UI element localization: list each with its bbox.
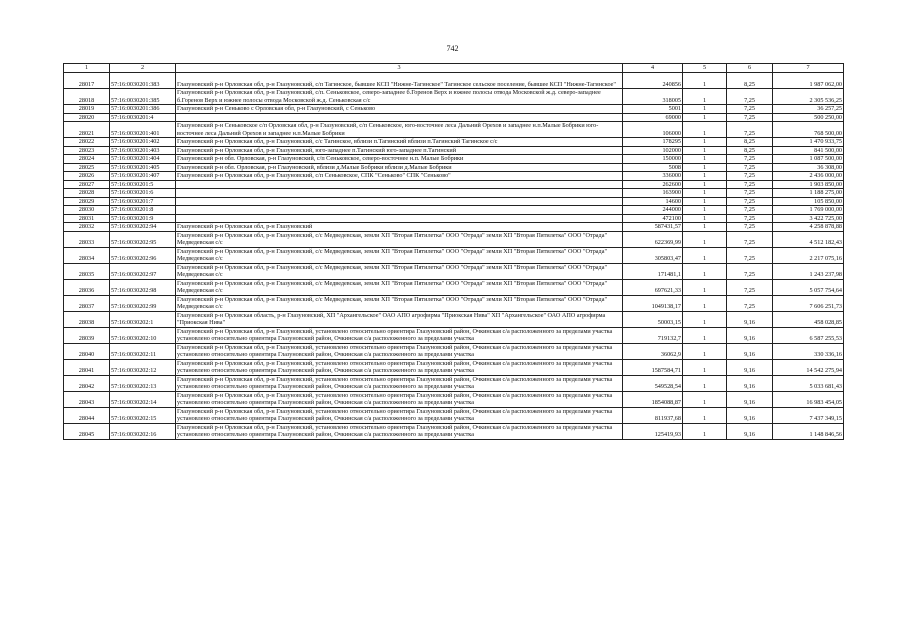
area-value: 14600 <box>623 197 683 206</box>
cadastral-value: 1 903 850,00 <box>773 180 844 189</box>
rate-value: 9,16 <box>727 391 773 407</box>
cadastral-value: 14 542 275,94 <box>773 359 844 375</box>
column-header: 6 <box>727 64 773 73</box>
cadastral-number: 57:16:0030201:6 <box>110 189 176 198</box>
address-description: Глазуновский р-н Орловская обл, р-н Глазуновский, с/п. Сеньковское, северо-западнее б.Горенов Верх и южнее полосы отвода Московской ж.д. северо-западнее б.Горенов Верх и южнее полосы отвода Московской ж.д. Сеньковская с/с <box>176 89 623 105</box>
cadastral-value: 4 512 182,43 <box>773 231 844 247</box>
area-value: 5001 <box>623 105 683 114</box>
cadastral-number: 57:16:0030202:95 <box>110 231 176 247</box>
cadastral-value: 7 437 349,15 <box>773 407 844 423</box>
area-value: 150000 <box>623 155 683 164</box>
rate-value: 7,25 <box>727 105 773 114</box>
area-value: 318005 <box>623 89 683 105</box>
column-header: 3 <box>176 64 623 73</box>
cadastral-value: 500 250,00 <box>773 113 844 122</box>
page-number: 742 <box>446 44 459 53</box>
address-description <box>176 180 623 189</box>
cadastral-number: 57:16:0030202:1 <box>110 311 176 327</box>
count-value: 1 <box>683 214 727 223</box>
cadastral-number: 57:16:0030202:10 <box>110 327 176 343</box>
cadastral-value: 768 500,00 <box>773 122 844 138</box>
table-row <box>64 311 844 327</box>
row-number: 28037 <box>64 295 110 311</box>
count-value: 1 <box>683 375 727 391</box>
row-number: 28022 <box>64 138 110 147</box>
rate-value: 8,25 <box>727 146 773 155</box>
row-number: 28035 <box>64 263 110 279</box>
table-row <box>64 214 844 223</box>
area-value: 171481,1 <box>623 263 683 279</box>
address-description: Глазуновский р-н Орловская обл, р-н Глазуновский <box>176 223 623 232</box>
rate-value: 7,25 <box>727 172 773 181</box>
address-description: Глазуновский р-н Орловская обл, р-н Глазуновский, с/с Медведевская, земли ХП "Вторая Пятилетка" ООО "Отрада" земли ХП "Вторая Пятилетка" ООО "Отрада" Медведевская с/с <box>176 247 623 263</box>
cadastral-number: 57:16:0030201:405 <box>110 163 176 172</box>
count-value: 1 <box>683 327 727 343</box>
table-row <box>64 197 844 206</box>
row-number: 28019 <box>64 105 110 114</box>
cadastral-value: 1 148 846,56 <box>773 423 844 439</box>
address-description: Глазуновский р-н Орловская обл, р-н Глазуновский, установлено относительно ориентира Глазуновский район, Очкинская с/а расположенного за пределами участка установлено относительно ориентира Глазуновский район, Очкинская с/а расположенного за пределами участка <box>176 327 623 343</box>
row-number: 28045 <box>64 423 110 439</box>
area-value: 106000 <box>623 122 683 138</box>
cadastral-value: 1 769 000,00 <box>773 206 844 215</box>
area-value: 472100 <box>623 214 683 223</box>
count-value: 1 <box>683 189 727 198</box>
address-description: Глазуновский р-н Орловская обл, р-н Глазуновский, юго-западнее п.Тагинский юго-западнее п.Тагинский <box>176 146 623 155</box>
area-value: 244000 <box>623 206 683 215</box>
table-row <box>64 231 844 247</box>
count-value: 1 <box>683 180 727 189</box>
table-row <box>64 73 844 89</box>
area-value: 336000 <box>623 172 683 181</box>
area-value: 622369,99 <box>623 231 683 247</box>
count-value: 1 <box>683 311 727 327</box>
table-row <box>64 155 844 164</box>
row-number: 28036 <box>64 279 110 295</box>
count-value: 1 <box>683 423 727 439</box>
cadastral-number: 57:16:0030202:98 <box>110 279 176 295</box>
row-number: 28025 <box>64 163 110 172</box>
address-description: Глазуновский р-н обл. Орловская, р-н Глазуновский, вблизи д.Малые Бобрики вблизи д.Малые Бобрики <box>176 163 623 172</box>
cadastral-value: 1 243 237,98 <box>773 263 844 279</box>
cadastral-value: 5 057 754,64 <box>773 279 844 295</box>
area-value: 262600 <box>623 180 683 189</box>
count-value: 1 <box>683 407 727 423</box>
table-row <box>64 206 844 215</box>
land-registry-table <box>63 63 844 440</box>
row-number: 28024 <box>64 155 110 164</box>
count-value: 1 <box>683 391 727 407</box>
cadastral-number: 57:16:0030201:403 <box>110 146 176 155</box>
table-body <box>64 73 844 440</box>
rate-value: 7,25 <box>727 231 773 247</box>
table-row <box>64 172 844 181</box>
table-row <box>64 138 844 147</box>
address-description <box>176 113 623 122</box>
table-row <box>64 391 844 407</box>
area-value: 5008 <box>623 163 683 172</box>
cadastral-number: 57:16:0030202:15 <box>110 407 176 423</box>
address-description: Глазуновский р-н Орловская обл, р-н Глазуновский, установлено относительно ориентира Глазуновский район, Очкинская с/а расположенного за пределами участка установлено относительно ориентира Глазуновский район, Очкинская с/а расположенного за пределами участка <box>176 375 623 391</box>
address-description: Глазуновский р-н Орловская обл, р-н Глазуновский, с/с Медведевская, земли ХП "Вторая Пятилетка" ООО "Отрада" земли ХП "Вторая Пятилетка" ООО "Отрада" Медведевская с/с <box>176 263 623 279</box>
count-value: 1 <box>683 279 727 295</box>
cadastral-value: 7 606 251,73 <box>773 295 844 311</box>
cadastral-number: 57:16:0030201:383 <box>110 73 176 89</box>
cadastral-number: 57:16:0030201:404 <box>110 155 176 164</box>
rate-value: 9,16 <box>727 423 773 439</box>
cadastral-value: 4 258 878,88 <box>773 223 844 232</box>
area-value: 811937,68 <box>623 407 683 423</box>
cadastral-number: 57:16:0030201:4 <box>110 113 176 122</box>
cadastral-number: 57:16:0030202:96 <box>110 247 176 263</box>
count-value: 1 <box>683 73 727 89</box>
rate-value: 9,16 <box>727 359 773 375</box>
row-number: 28034 <box>64 247 110 263</box>
rate-value: 7,25 <box>727 214 773 223</box>
address-description: Глазуновский р-н Орловская область, р-н Глазуновский, ХП "Архангельское" ОАО АПО агрофирма "Приокская Нива" ХП "Архангельское" ОАО АПО агрофирма "Приокская Нива" <box>176 311 623 327</box>
cadastral-number: 57:16:0030202:99 <box>110 295 176 311</box>
rate-value: 7,25 <box>727 189 773 198</box>
cadastral-number: 57:16:0030201:9 <box>110 214 176 223</box>
rate-value: 7,25 <box>727 279 773 295</box>
row-number: 28038 <box>64 311 110 327</box>
row-number: 28020 <box>64 113 110 122</box>
cadastral-value: 16 983 454,05 <box>773 391 844 407</box>
area-value: 240856 <box>623 73 683 89</box>
count-value: 1 <box>683 295 727 311</box>
cadastral-value: 3 422 725,00 <box>773 214 844 223</box>
table-row <box>64 295 844 311</box>
address-description: Глазуновский р-н Орловская обл, р-н Глазуновский, установлено относительно ориентира Глазуновский район, Очкинская с/а расположенного за пределами участка установлено относительно ориентира Глазуновский район, Очкинская с/а расположенного за пределами участка <box>176 343 623 359</box>
rate-value: 7,25 <box>727 197 773 206</box>
address-description: Глазуновский р-н Орловская обл, р-н Глазуновский, установлено относительно ориентира Глазуновский район, Очкинская с/а расположенного за пределами участка установлено относительно ориентира Глазуновский район, Очкинская с/а расположенного за пределами участка <box>176 359 623 375</box>
count-value: 1 <box>683 263 727 279</box>
rate-value: 7,25 <box>727 163 773 172</box>
cadastral-number: 57:16:0030201:385 <box>110 89 176 105</box>
area-value: 1854088,87 <box>623 391 683 407</box>
address-description: Глазуновский р-н Сеньково с Орловская обл, р-н Глазуновский, с Сеньково <box>176 105 623 114</box>
area-value: 719132,7 <box>623 327 683 343</box>
rate-value: 9,16 <box>727 407 773 423</box>
cadastral-value: 330 336,16 <box>773 343 844 359</box>
address-description: Глазуновский р-н Сеньковское с/п Орловская обл, р-н Глазуновский, с/п Сеньковское, юго-восточнее леса Дальний Орехов и западнее н.п.Малые Бобрики юго-восточнее леса Дальний Орехов и западнее н.п.Малые Бобрики <box>176 122 623 138</box>
rate-value: 9,16 <box>727 343 773 359</box>
address-description <box>176 206 623 215</box>
row-number: 28043 <box>64 391 110 407</box>
table-row <box>64 279 844 295</box>
table-row <box>64 263 844 279</box>
cadastral-number: 57:16:0030202:14 <box>110 391 176 407</box>
cadastral-value: 36 257,25 <box>773 105 844 114</box>
rate-value: 9,16 <box>727 311 773 327</box>
cadastral-number: 57:16:0030201:7 <box>110 197 176 206</box>
column-header: 4 <box>623 64 683 73</box>
row-number: 28017 <box>64 73 110 89</box>
cadastral-number: 57:16:0030201:5 <box>110 180 176 189</box>
cadastral-number: 57:16:0030201:401 <box>110 122 176 138</box>
cadastral-number: 57:16:0030202:16 <box>110 423 176 439</box>
count-value: 1 <box>683 247 727 263</box>
table-row <box>64 407 844 423</box>
count-value: 1 <box>683 343 727 359</box>
cadastral-value: 1 470 933,75 <box>773 138 844 147</box>
area-value: 587431,57 <box>623 223 683 232</box>
row-number: 28039 <box>64 327 110 343</box>
rate-value: 7,25 <box>727 155 773 164</box>
count-value: 1 <box>683 113 727 122</box>
area-value: 69000 <box>623 113 683 122</box>
count-value: 1 <box>683 206 727 215</box>
rate-value: 7,25 <box>727 113 773 122</box>
address-description: Глазуновский р-н Орловская обл, р-н Глазуновский, установлено относительно ориентира Глазуновский район, Очкинская с/а расположенного за пределами участка установлено относительно ориентира Глазуновский район, Очкинская с/а расположенного за пределами участка <box>176 423 623 439</box>
address-description: Глазуновский р-н Орловская обл, р-н Глазуновский, с/п Сеньковское, СПК "Сеньково" СПК "Сеньково" <box>176 172 623 181</box>
rate-value: 8,25 <box>727 73 773 89</box>
cadastral-number: 57:16:0030202:94 <box>110 223 176 232</box>
area-value: 305803,47 <box>623 247 683 263</box>
address-description: Глазуновский р-н Орловская обл, р-н Глазуновский, с/с Медведевская, земли ХП "Вторая Пятилетка" ООО "Отрада" земли ХП "Вторая Пятилетка" ООО "Отрада" Медведевская с/с <box>176 231 623 247</box>
table-row <box>64 113 844 122</box>
row-number: 28042 <box>64 375 110 391</box>
count-value: 1 <box>683 197 727 206</box>
rate-value: 7,25 <box>727 89 773 105</box>
area-value: 178295 <box>623 138 683 147</box>
address-description <box>176 189 623 198</box>
rate-value: 7,25 <box>727 122 773 138</box>
count-value: 1 <box>683 146 727 155</box>
count-value: 1 <box>683 155 727 164</box>
address-description <box>176 214 623 223</box>
count-value: 1 <box>683 122 727 138</box>
rate-value: 7,25 <box>727 295 773 311</box>
row-number: 28041 <box>64 359 110 375</box>
rate-value: 9,16 <box>727 375 773 391</box>
area-value: 36062,9 <box>623 343 683 359</box>
table-row <box>64 163 844 172</box>
count-value: 1 <box>683 89 727 105</box>
cadastral-number: 57:16:0030202:12 <box>110 359 176 375</box>
count-value: 1 <box>683 105 727 114</box>
column-header: 2 <box>110 64 176 73</box>
table-row <box>64 105 844 114</box>
row-number: 28027 <box>64 180 110 189</box>
area-value: 50003,15 <box>623 311 683 327</box>
cadastral-value: 5 033 681,43 <box>773 375 844 391</box>
cadastral-value: 458 028,85 <box>773 311 844 327</box>
address-description: Глазуновский р-н Орловская обл, р-н Глазуновский, установлено относительно ориентира Глазуновский район, Очкинская с/а расположенного за пределами участка установлено относительно ориентира Глазуновский район, Очкинская с/а расположенного за пределами участка <box>176 407 623 423</box>
table-row <box>64 180 844 189</box>
cadastral-value: 841 500,00 <box>773 146 844 155</box>
rate-value: 9,16 <box>727 327 773 343</box>
count-value: 1 <box>683 138 727 147</box>
table-row <box>64 189 844 198</box>
rate-value: 7,25 <box>727 263 773 279</box>
header-row <box>64 64 844 73</box>
row-number: 28018 <box>64 89 110 105</box>
count-value: 1 <box>683 223 727 232</box>
address-description: Глазуновский р-н Орловская обл, р-н Глазуновский, с/п Тагинское, бывшее КСП "Нижне-Тагинское" Тагинское сельское поселение, бывшее КСП "Нижне-Тагинское" <box>176 73 623 89</box>
cadastral-number: 57:16:0030201:386 <box>110 105 176 114</box>
address-description: Глазуновский р-н обл. Орловская, р-н Глазуновский, с/п Сеньковское, северо-восточнее н.п. Малые Бобрики <box>176 155 623 164</box>
row-number: 28032 <box>64 223 110 232</box>
cadastral-number: 57:16:0030201:407 <box>110 172 176 181</box>
cadastral-value: 1 987 062,00 <box>773 73 844 89</box>
row-number: 28026 <box>64 172 110 181</box>
column-header: 7 <box>773 64 844 73</box>
column-header: 5 <box>683 64 727 73</box>
address-description: Глазуновский р-н Орловская обл, р-н Глазуновский, установлено относительно ориентира Глазуновский район, Очкинская с/а расположенного за пределами участка установлено относительно ориентира Глазуновский район, Очкинская с/а расположенного за пределами участка <box>176 391 623 407</box>
area-value: 1049138,17 <box>623 295 683 311</box>
table-row <box>64 146 844 155</box>
table-row <box>64 122 844 138</box>
cadastral-number: 57:16:0030201:8 <box>110 206 176 215</box>
area-value: 125419,93 <box>623 423 683 439</box>
cadastral-value: 36 308,00 <box>773 163 844 172</box>
row-number: 28044 <box>64 407 110 423</box>
rate-value: 7,25 <box>727 223 773 232</box>
area-value: 163900 <box>623 189 683 198</box>
table-row <box>64 359 844 375</box>
row-number: 28040 <box>64 343 110 359</box>
table-row <box>64 423 844 439</box>
row-number: 28031 <box>64 214 110 223</box>
cadastral-value: 1 087 500,00 <box>773 155 844 164</box>
count-value: 1 <box>683 163 727 172</box>
rate-value: 7,25 <box>727 180 773 189</box>
count-value: 1 <box>683 231 727 247</box>
cadastral-value: 2 305 536,25 <box>773 89 844 105</box>
address-description <box>176 197 623 206</box>
table-row <box>64 223 844 232</box>
count-value: 1 <box>683 172 727 181</box>
row-number: 28030 <box>64 206 110 215</box>
address-description: Глазуновский р-н Орловская обл, р-н Глазуновский, с/с Медведевская, земли ХП "Вторая Пятилетка" ООО "Отрада" земли ХП "Вторая Пятилетка" ООО "Отрада" Медведевская с/с <box>176 295 623 311</box>
cadastral-number: 57:16:0030202:97 <box>110 263 176 279</box>
count-value: 1 <box>683 359 727 375</box>
column-header: 1 <box>64 64 110 73</box>
rate-value: 7,25 <box>727 247 773 263</box>
cadastral-number: 57:16:0030202:13 <box>110 375 176 391</box>
address-description: Глазуновский р-н Орловская обл, р-н Глазуновский, с/с Медведевская, земли ХП "Вторая Пятилетка" ООО "Отрада" земли ХП "Вторая Пятилетка" ООО "Отрада" Медведевская с/с <box>176 279 623 295</box>
row-number: 28033 <box>64 231 110 247</box>
area-value: 102000 <box>623 146 683 155</box>
area-value: 1587584,71 <box>623 359 683 375</box>
cadastral-number: 57:16:0030202:11 <box>110 343 176 359</box>
cadastral-value: 105 850,00 <box>773 197 844 206</box>
cadastral-value: 1 188 275,00 <box>773 189 844 198</box>
cadastral-value: 6 587 255,53 <box>773 327 844 343</box>
address-description: Глазуновский р-н Орловская обл, р-н Глазуновский, с/с Тагинское, вблизи п.Тагинский вблизи п.Тагинский Тагинское с/с <box>176 138 623 147</box>
rate-value: 8,25 <box>727 138 773 147</box>
row-number: 28021 <box>64 122 110 138</box>
cadastral-value: 2 436 000,00 <box>773 172 844 181</box>
table-row <box>64 89 844 105</box>
table-row <box>64 343 844 359</box>
row-number: 28029 <box>64 197 110 206</box>
table-row <box>64 375 844 391</box>
area-value: 697621,33 <box>623 279 683 295</box>
rate-value: 7,25 <box>727 206 773 215</box>
row-number: 28023 <box>64 146 110 155</box>
table-row <box>64 247 844 263</box>
cadastral-number: 57:16:0030201:402 <box>110 138 176 147</box>
table-row <box>64 327 844 343</box>
area-value: 549528,54 <box>623 375 683 391</box>
cadastral-value: 2 217 075,16 <box>773 247 844 263</box>
row-number: 28028 <box>64 189 110 198</box>
